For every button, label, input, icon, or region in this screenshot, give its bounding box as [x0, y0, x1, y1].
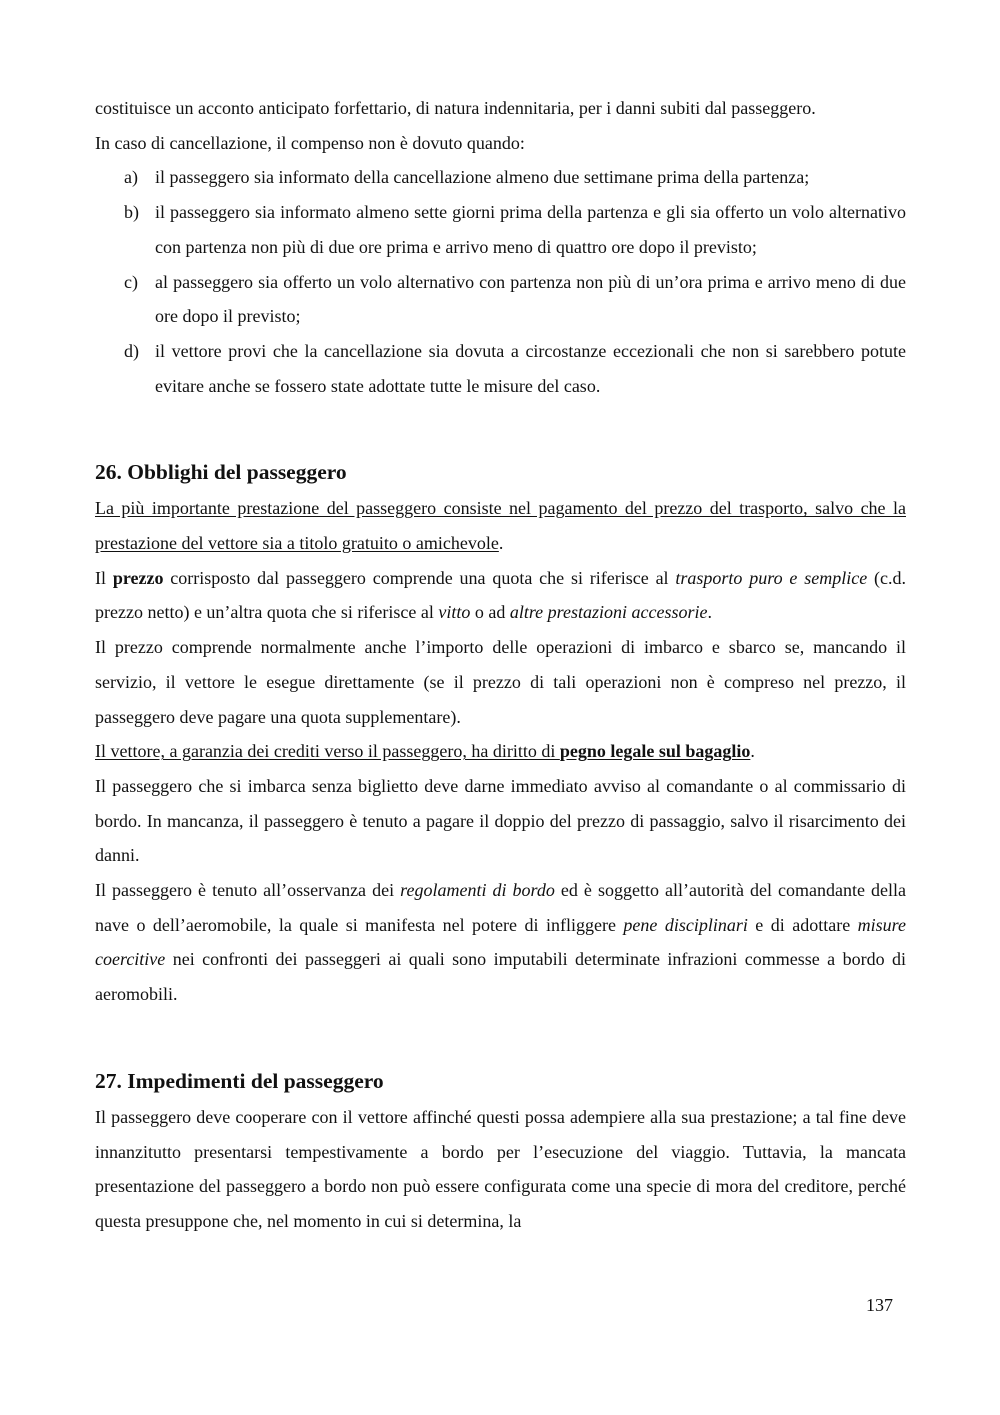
list-marker: d) — [124, 340, 139, 361]
list-marker: c) — [124, 271, 138, 292]
section-26-paragraph-3: Il prezzo comprende normalmente anche l’importo delle operazioni di imbarco e sbarco se, mancando il servizio, il vettore le esegue direttamente (se il prezzo di tali operazioni non è compreso nel prezzo, il passeggero deve pagare una quota supplementare). — [95, 637, 906, 727]
section-26-paragraph-5: Il passeggero che si imbarca senza biglietto deve darne immediato avviso al comandante o al commissario di bordo. In mancanza, il passeggero è tenuto a pagare il doppio del prezzo di passaggio, salvo il risarcimento dei danni. — [95, 775, 906, 866]
section-26-paragraph-6: Il passeggero è tenuto all’osservanza dei regolamenti di bordo ed è soggetto all’autorità del comandante della nave o dell’aeromobile, la quale si manifesta nel potere di infliggere pene disciplinari e di adottare misure coercitive nei confronti dei passeggeri ai quali sono imputabili determinate infrazioni commesse a bordo di aeromobili. — [95, 880, 906, 1005]
list-item-text: il passeggero sia informato della cancellazione almeno due settimane prima della partenza; — [155, 167, 810, 188]
list-item — [95, 195, 906, 264]
cancellation-exceptions-list — [95, 160, 906, 403]
list-item — [95, 334, 906, 403]
intro-paragraph: costituisce un acconto anticipato forfettario, di natura indennitaria, per i danni subiti dal passeggero. — [95, 98, 816, 118]
underlined-text: La più importante prestazione del passeggero consiste nel pagamento del prezzo del trasporto, salvo che la prestazione del vettore sia a titolo gratuito o amichevole — [95, 498, 906, 554]
cancellation-intro: In caso di cancellazione, il compenso non è dovuto quando: — [95, 132, 525, 153]
list-item — [95, 265, 906, 334]
page-number: 137 — [866, 1295, 893, 1315]
section-26-paragraph-2: Il prezzo corrisposto dal passeggero comprende una quota che si riferisce al trasporto puro e semplice (c.d. prezzo netto) e un’altra quota che si riferisce al vitto o ad altre prestazioni accessorie. — [95, 567, 906, 623]
section-26-heading: 26. Obblighi del passeggero — [95, 460, 347, 485]
bold-term-prezzo: prezzo — [112, 567, 164, 588]
bold-term-pegno: pegno legale sul bagaglio — [559, 741, 751, 762]
list-marker: b) — [124, 202, 139, 223]
list-marker: a) — [124, 167, 138, 188]
list-item-text: al passeggero sia offerto un volo alternativo con partenza non più di un’ora prima e arrivo meno di due ore dopo il previsto; — [155, 271, 906, 327]
list-item-text: il vettore provi che la cancellazione sia dovuta a circostanze eccezionali che non si sarebbero potute evitare anche se fossero state adottate tutte le misure del caso. — [155, 340, 906, 396]
section-27-paragraph-1: Il passeggero deve cooperare con il vettore affinché questi possa adempiere alla sua prestazione; a tal fine deve innanzitutto presentarsi tempestivamente a bordo per l’esecuzione del viaggio. Tuttavia, la mancata presentazione del passeggero a bordo non può essere configurata come una specie di mora del creditore, perché questa presuppone che, nel momento in cui si determina, la — [95, 1106, 906, 1231]
list-item-text: il passeggero sia informato almeno sette giorni prima della partenza e gli sia offerto un volo alternativo con partenza non più di due ore prima e arrivo meno di quattro ore dopo il previsto; — [155, 202, 906, 257]
document-page — [95, 90, 906, 1239]
section-26-paragraph-1: La più importante prestazione del passeggero consiste nel pagamento del prezzo del trasporto, salvo che la prestazione del vettore sia a titolo gratuito o amichevole. — [95, 498, 906, 554]
section-26-paragraph-4: Il vettore, a garanzia dei crediti verso il passeggero, ha diritto di pegno legale sul bagaglio. — [95, 741, 755, 762]
section-27-heading: 27. Impedimenti del passeggero — [95, 1068, 384, 1093]
list-item — [95, 160, 906, 195]
